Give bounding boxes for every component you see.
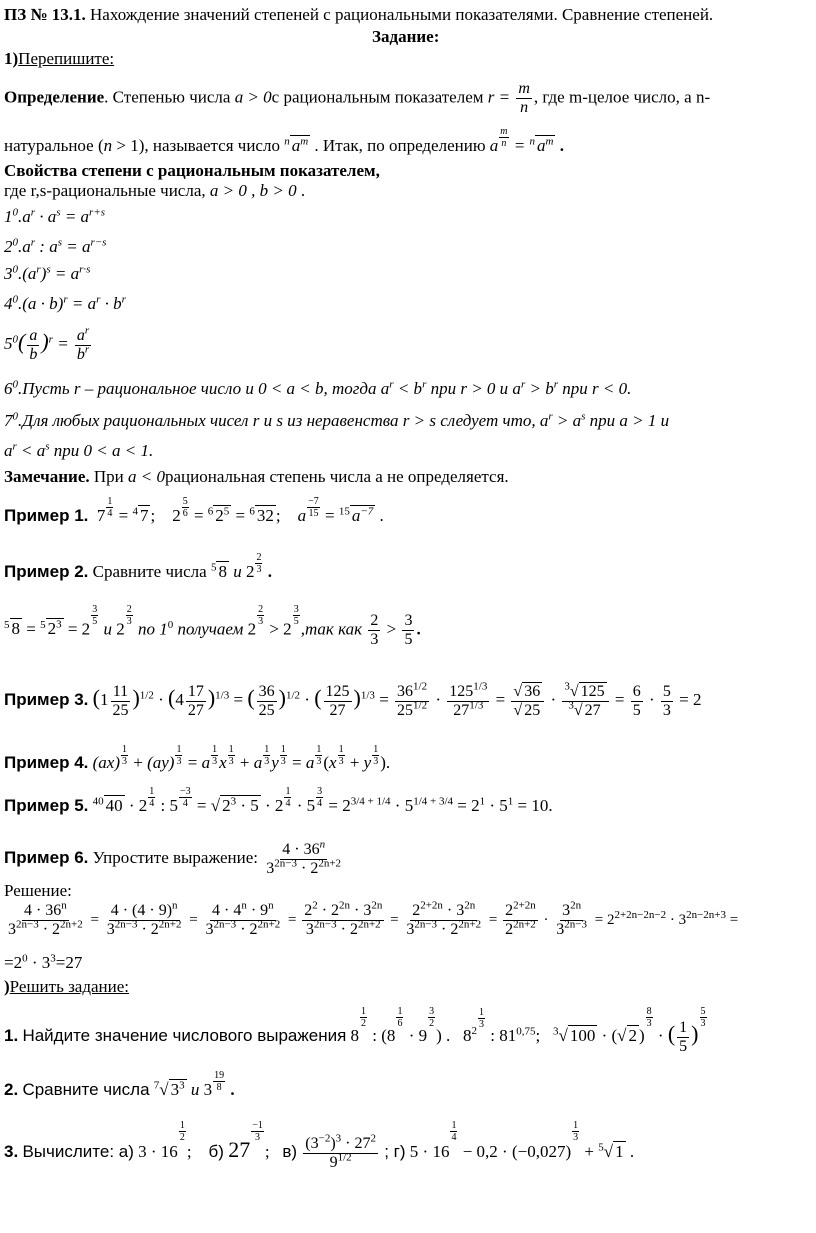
example-6: Пример 6. Упростите выражение: $\frac{4 \cdot 36^n}{3^{2n-3} \cdot 2^{2n+2}}$ (4, 838, 342, 877)
doc-title: ПЗ № 13.1. (4, 5, 86, 24)
header-line (4, 4, 713, 26)
part1-heading: 1)Перепишите: (4, 49, 115, 68)
property-7: $7^0.Для$ любых рациональных чисел r и s из неравенства r > s следует что, $a^r > a^s$ при a > 1 и (4, 410, 670, 430)
note-line: Замечание. При a < 0рациональная степень числа a не определяется. (4, 467, 509, 486)
example-6-solution: $\frac{4 \cdot 36^n}{3^{2n-3} \cdot 2^{2n+2}}$ = $\frac{4 \cdot (4 \cdot 9)^n}{3^{2n-3} \cdot 2^{2n+2}}$ = $\frac{4 \cdot 4^n \cdot 9^n}{3^{2n-3} \cdot 2^{2n+2}}$ = $\frac{2^2 \cdot 2^{2n} \cdot 3^{2n}}{3^{2n-3} \cdot 2^{2n+2}}$ = $\frac{2^{2+2n} \cdot 3^{2n}}{3^{2n-3} \cdot 2^{2n+2}}$ = $\frac{2^{2+2n}}{2^{2n+2}}$ · $\frac{3^{2n}}{3^{2n-3}}$ = $2^{2+2n-2n-2} \cdot 3^{2n-2n+3}$ = (8, 899, 739, 939)
property-1: $1^0.a^r \cdot a^s = a^{r+s}$ (4, 206, 106, 226)
properties-title: Свойства степени с рациональным показателем, (4, 161, 380, 180)
example-3: Пример 3. (1 $\frac{11}{25}$ )$^{1/2}$ · (4 $\frac{17}{27}$ )$^{1/3}$ = ( $\frac{36}{25}$ )$^{1/2}$ · ( $\frac{125}{27}$ )$^{1/3}$ = $\frac{36^{1/2}}{25^{1/2}}$ · $\frac{125^{1/3}}{27^{1/3}}$ = $\frac{√ 36}{√ 25}$ · $\frac{^3√ 125}{^3√ 27}$ = $\frac{6}{5}$ · $\frac{5}{3}$ = 2 (4, 680, 702, 719)
example-6-result: $=2^0 \cdot 3^3=27$ (4, 952, 83, 972)
definition-line-1: Определение. Степенью числа a > 0с рациональным показателем r = $\frac{m}{n}$ , где m-целое число, а n- (4, 80, 711, 116)
task-2: 2. Сравните числа $^7$√ $3^3$ и 3 $\frac{19}{8}$ . (4, 1070, 235, 1099)
task-3: 3. Вычислите: а) 3 · 16 $\frac{1}{2}$ ; б) 27 $\frac{-1}{3}$ ; в) $\frac{(3^{-2})^3 \cdot 27^2}{9^{1/2}}$ ; г) 5 · 16 $\frac{1}{4}$ − 0,2 · (−0,027) $\frac{1}{3}$ + $^5$√ 1 . (4, 1120, 635, 1171)
definition-label: Определение (4, 87, 105, 107)
task-heading: Задание: (372, 27, 440, 46)
example-2-solution: $^5$ 8 = $^5$ $2^3 = 2$ $\frac{3}{5}$ и 2 $\frac{2}{3}$ по $1^0$ получаем 2 $\frac{2}{3}$ > 2 $\frac{3}{5}$ ,так как $\frac{2}{3}$ > $\frac{3}{5}$ . (4, 604, 421, 648)
property-7-cont: $a^r < a^s$ при 0 < a < 1. (4, 440, 154, 460)
property-4: $4^0.(a \cdot b)^r = a^r \cdot b^r$ (4, 293, 126, 313)
property-3: $3^0.(a^r)^s = a^{r\cdot s}$ (4, 263, 91, 283)
definition-line-2: натуральное (n > 1), называется число $^n$ $a^m$ . Итак, по определению a $\frac{m}{n}$ = $^n$ $a^m$ . (4, 126, 564, 155)
task-1: 1. Найдите значение числового выражения 8 $\frac{1}{2}$ : (8 $\frac{1}{6}$ · 9 $\frac{3}{2}$ ) . $8^{2 \frac{1}{3}}$ : 81$^{0,75}$; $^3$√ 100 · (√ 2 ) $\frac{8}{3}$ · ( $\frac{1}{5}$ ) $\frac{5}{3}$ (4, 1006, 706, 1055)
property-5: $5^0$( $\frac{a}{b}$ )$^r$ = $\frac{a^r}{b^r}$ (4, 324, 90, 363)
example-1: Пример 1. 7 $\frac{1}{4}$ = $^4$ 7 ; 2 $\frac{5}{6}$ = $^6$ $2^5 = ^6$ 32 ; a $\frac{-7}{15}$ = $^{15}$ $a^{-7}$ . (4, 496, 384, 525)
example-4: Пример 4. (ax) $\frac{1}{3}$ + (ay) $\frac{1}{3}$ = a $\frac{1}{3}$ x $\frac{1}{3}$ + a $\frac{1}{3}$ y $\frac{1}{3}$ = a $\frac{1}{3}$ (x $\frac{1}{3}$ + y $\frac{1}{3}$ ). (4, 744, 391, 772)
solution-label: Решение: (4, 881, 72, 900)
properties-subtitle: где r,s-рациональные числа, a > 0 , b > 0 . (4, 181, 306, 200)
part2-heading: )Решить задание: (4, 977, 129, 996)
property-2: $2^0.a^r$ : $a^s = a^{r-s}$ (4, 236, 107, 256)
example-5: Пример 5. $^{40}$ 40 · 2 $\frac{1}{4}$ : 5 $\frac{-3}{4}$ = √ $2^3 \cdot 5 \cdot 2$ $\frac{1}{4}$ · 5 $\frac{3}{4}$ = $2^{3/4 + 1/4} \cdot 5^{1/4 + 3/4} = 2^1 \cdot 5^1 = 10$. (4, 786, 553, 815)
example-2: Пример 2. Сравните числа $^5$ 8 и 2 $\frac{2}{3}$ . (4, 552, 272, 581)
doc-subtitle: Нахождение значений степеней с рациональными показателями. Сравнение степеней. (90, 5, 714, 24)
note-label: Замечание. (4, 467, 90, 486)
property-6: $6^0.Пусть$ r – рациональное число и 0 < a < b, тогда $a^r < b^r$ при r > 0 и $a^r > b^r$ при r < 0. (4, 378, 632, 398)
